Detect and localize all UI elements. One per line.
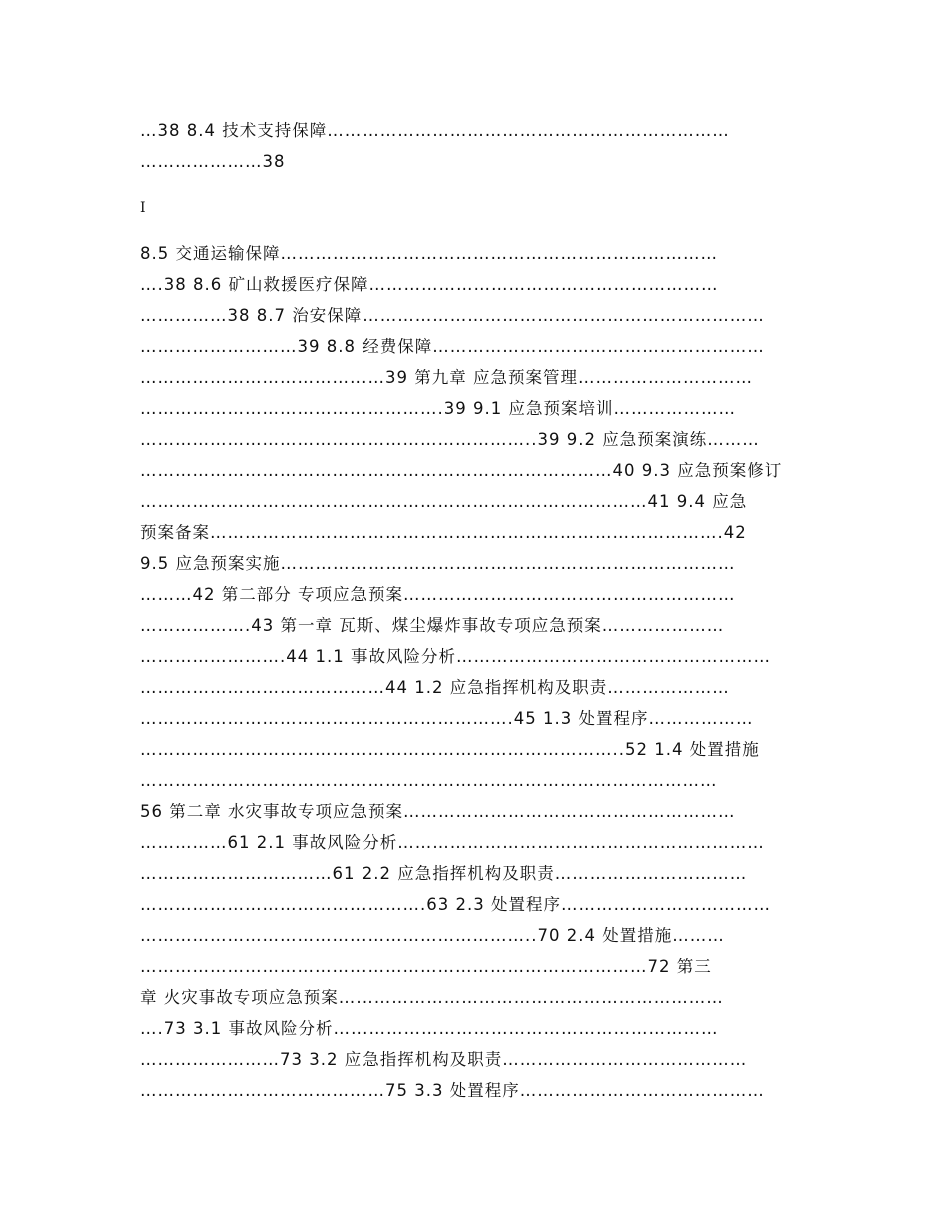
toc-line: …………………………………………………………..39 9.2 应急预案演练……… [140, 430, 760, 449]
toc-line: 8.5 交通运输保障………………………………………………………………… [140, 244, 718, 263]
toc-line: ….38 8.6 矿山救援医疗保障…………………………………………………… [140, 275, 719, 294]
toc-line: …………………38 [140, 152, 286, 171]
toc-line: ……………………………61 2.2 应急指挥机构及职责…………………………… [140, 864, 748, 883]
toc-line: 章 火灾事故专项应急预案………………………………………………………… [140, 988, 724, 1007]
toc-line: …………………………………………………………..70 2.4 处置措施……… [140, 926, 725, 945]
toc-line: ……………………………………39 第九章 应急预案管理………………………… [140, 368, 753, 387]
toc-line: ………………………………………………………………………40 9.3 应急预案修订 [140, 461, 783, 480]
toc-line: ….73 3.1 事故风险分析………………………………………………………… [140, 1019, 719, 1038]
toc-line: …………………………………………….39 9.1 应急预案培训………………… [140, 399, 736, 418]
toc-line: …38 8.4 技术支持保障…………………………………………………………… [140, 121, 730, 140]
toc-line: ……………38 8.7 治安保障…………………………………………………………… [140, 306, 765, 325]
page-number-marker: I [140, 200, 146, 216]
toc-line: ……………………………………………………………………………………… [140, 771, 718, 790]
toc-line: ………………………………………….63 2.3 处置程序……………………………… [140, 895, 771, 914]
toc-line: ……………………………………………………….45 1.3 处置程序……………… [140, 709, 754, 728]
toc-line: ………………………………………………………………………..52 1.4 处置措施 [140, 740, 760, 759]
toc-line: 9.5 应急预案实施…………………………………………………………………… [140, 554, 736, 573]
toc-line: ……………………………………44 1.2 应急指挥机构及职责………………… [140, 678, 730, 697]
toc-line: ………42 第二部分 专项应急预案………………………………………………… [140, 585, 736, 604]
toc-line: 预案备案…………………………………………………………………………….42 [140, 523, 747, 542]
toc-line: ……………………………………………………………………………41 9.4 应急 [140, 492, 748, 511]
toc-line: ……………………………………………………………………………72 第三 [140, 957, 712, 976]
toc-line: ……………….43 第一章 瓦斯、煤尘爆炸事故专项应急预案………………… [140, 616, 725, 635]
toc-line: ………………………39 8.8 经费保障………………………………………………… [140, 337, 765, 356]
toc-line: ……………61 2.1 事故风险分析……………………………………………………… [140, 833, 765, 852]
toc-line: …………………….44 1.1 事故风险分析……………………………………………… [140, 647, 771, 666]
toc-line: 56 第二章 水灾事故专项应急预案………………………………………………… [140, 802, 736, 821]
toc-line: ……………………73 3.2 应急指挥机构及职责…………………………………… [140, 1050, 748, 1069]
toc-line: ……………………………………75 3.3 处置程序…………………………………… [140, 1081, 765, 1100]
